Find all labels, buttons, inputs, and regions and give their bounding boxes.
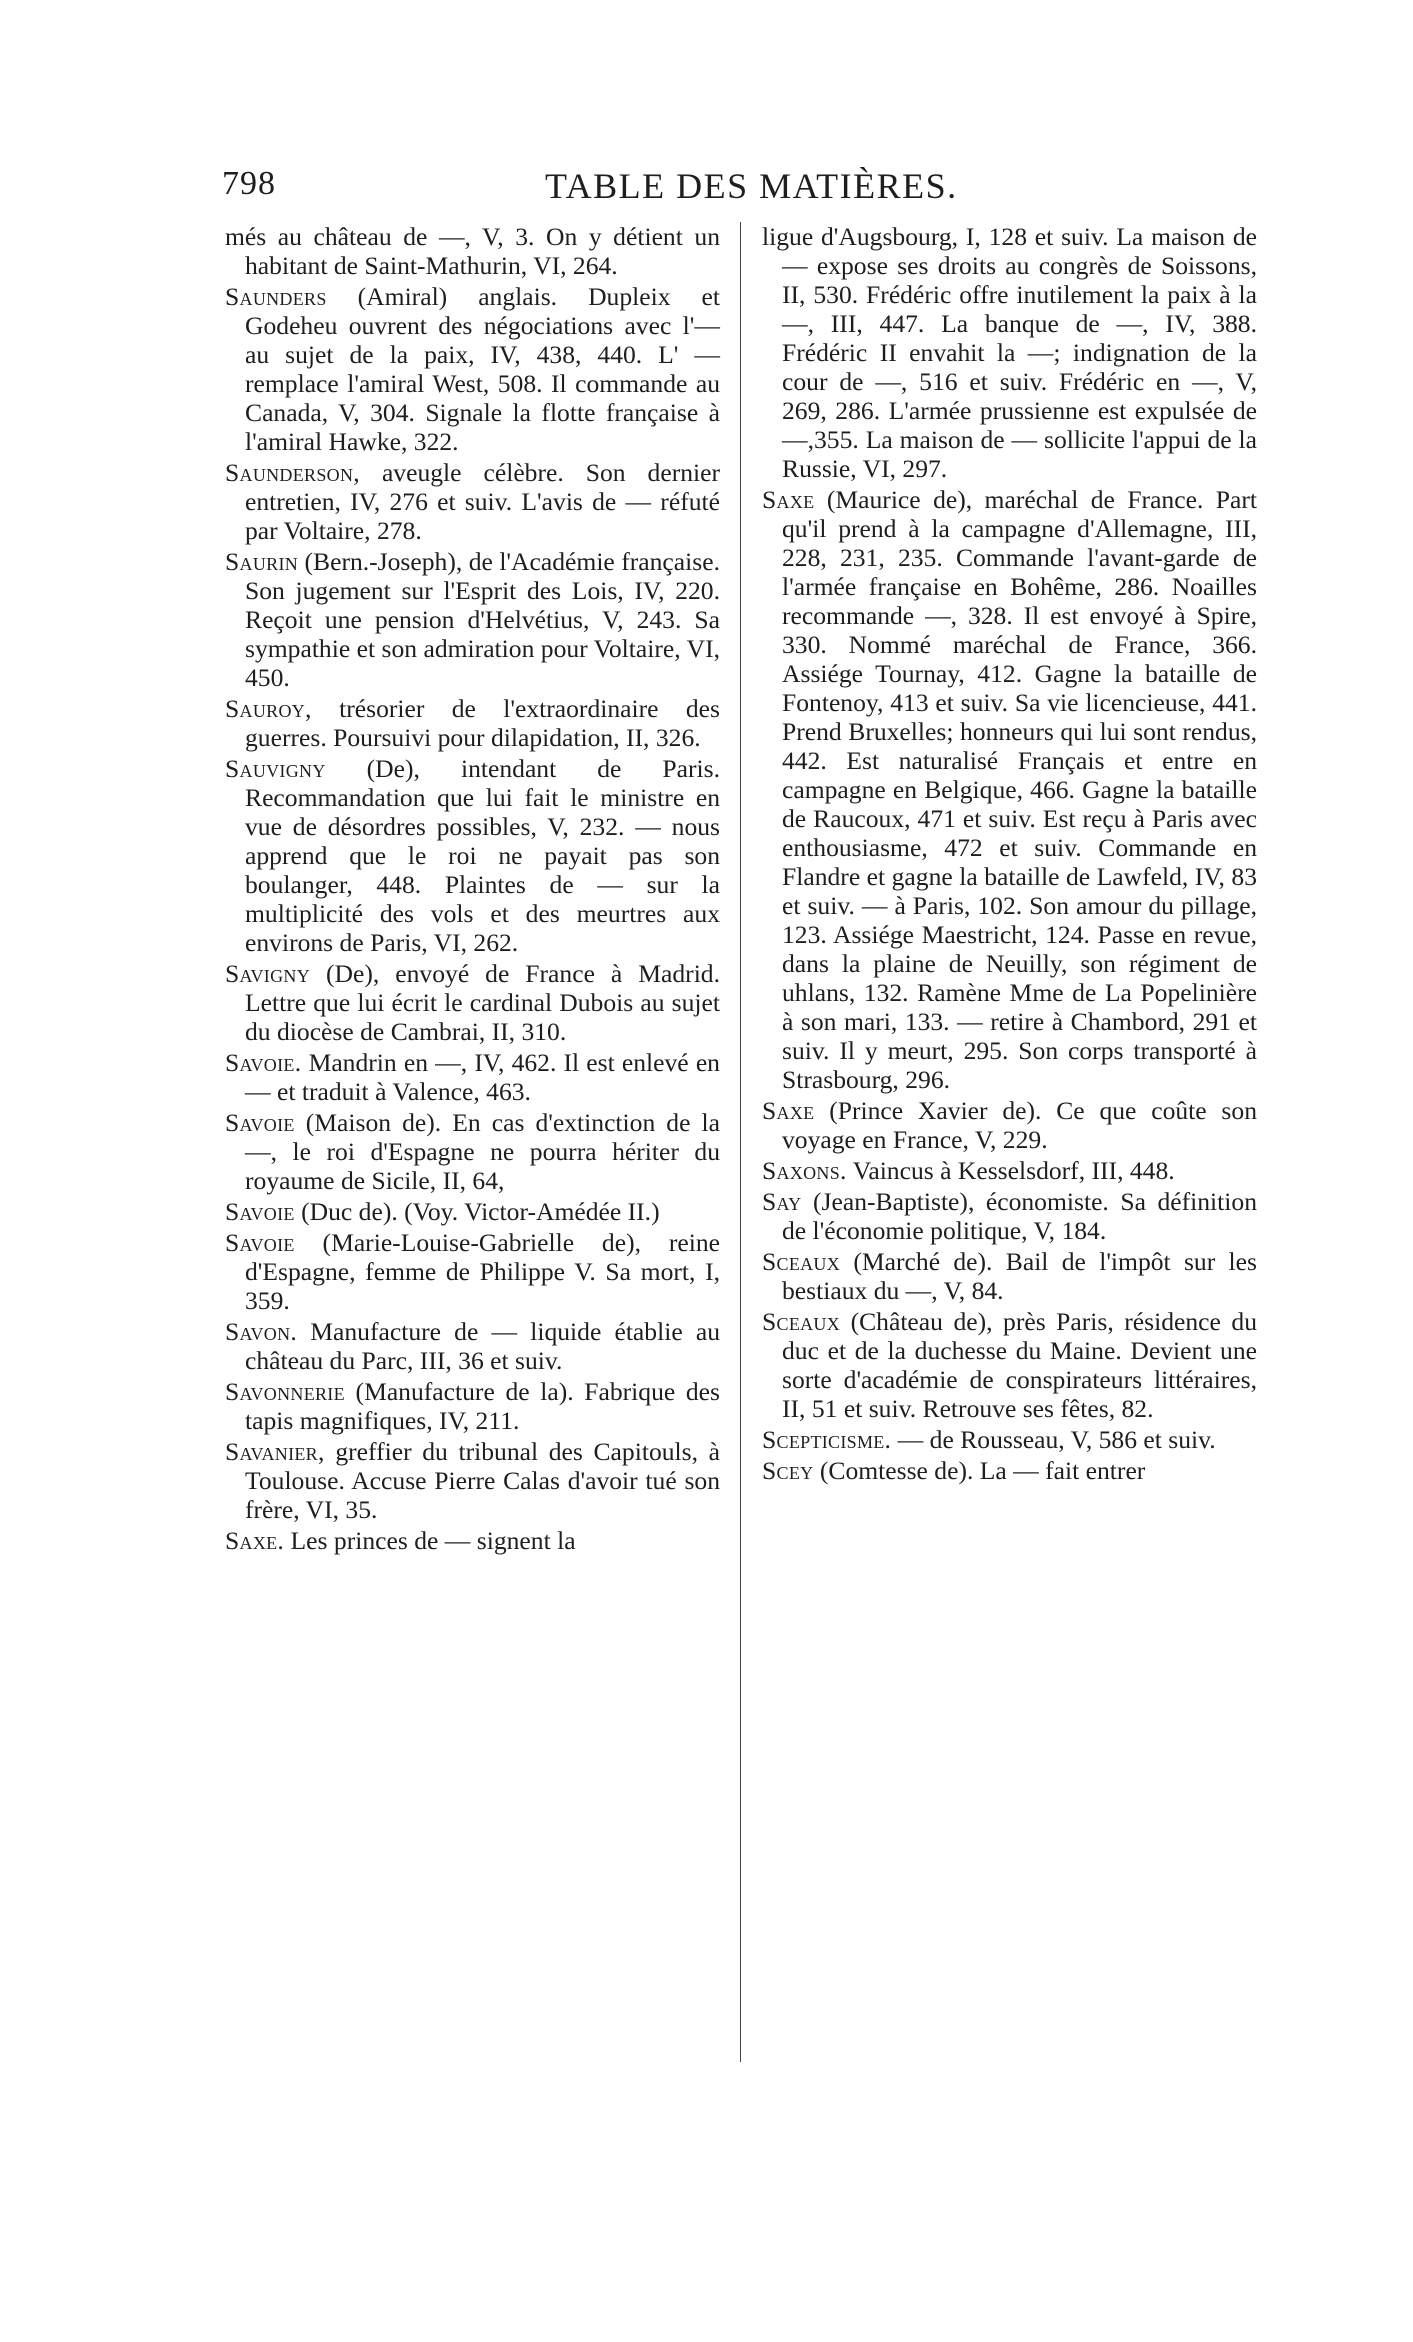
entry-headword: Savonnerie <box>225 1377 345 1406</box>
entry-text: (Maison de). En cas d'extinction de la —, le roi d'Espagne ne pourra hériter du royaume de Sicile, II, 64, <box>245 1108 720 1195</box>
entry-text: (Maurice de), maréchal de France. Part qu'il prend à la campagne d'Allemagne, III, 228, 231, 235. Commande l'avant-garde de l'armée française en Bohême, 286. Noailles recommande —, 328. Il est envoyé à Spire, 330. Nommé maréchal de France, 366. Assiége Tournay, 412. Gagne la bataille de Fontenoy, 413 et suiv. Sa vie licencieuse, 441. Prend Bruxelles; honneurs qui lui sont rendus, 442. Est naturalisé Français et entre en campagne en Belgique, 466. Gagne la bataille de Raucoux, 471 et suiv. Est reçu à Paris avec enthousiasme, 472 et suiv. Commande en Flandre et gagne la bataille de Lawfeld, IV, 83 et suiv. — à Paris, 102. Son amour du pillage, 123. Assiége Maestricht, 124. Passe en revue, dans la plaine de Neuilly, son régiment de uhlans, 132. Ramène Mme de La Popelinière à son mari, 133. — retire à Chambord, 291 et suiv. Il y meurt, 295. Son corps transporté à Strasbourg, 296. <box>782 485 1257 1094</box>
column-divider <box>740 222 741 2062</box>
entry-headword: Sauvigny <box>225 754 326 783</box>
entry-text: — de Rousseau, V, 586 et suiv. <box>897 1425 1216 1454</box>
entry-headword: Saunderson, <box>225 458 360 487</box>
index-entry <box>225 1437 720 1524</box>
entry-headword: Saurin <box>225 547 299 576</box>
entry-headword: Scey <box>762 1456 814 1485</box>
entry-text: (Amiral) anglais. Dupleix et Godeheu ouvrent des négociations avec l'— au sujet de la paix, IV, 438, 440. L' — remplace l'amiral West, 508. Il commande au Canada, V, 304. Signale la flotte française à l'amiral Hawke, 322. <box>245 282 720 456</box>
entry-headword: Say <box>762 1187 802 1216</box>
entry-text: Manufacture de — liquide établie au château du Parc, III, 36 et suiv. <box>245 1317 720 1375</box>
entry-text: (Marie-Louise-Gabrielle de), reine d'Espagne, femme de Philippe V. Sa mort, I, 359. <box>245 1228 720 1315</box>
running-title: TABLE DES MATIÈRES. <box>545 166 958 206</box>
entry-text: (Duc de). (Voy. Victor-Amédée II.) <box>301 1197 660 1226</box>
entry-headword: Saxe <box>762 485 815 514</box>
entry-text: (Bern.-Joseph), de l'Académie française. Son jugement sur l'Esprit des Lois, IV, 220. Reçoit une pension d'Helvétius, V, 243. Sa sympathie et son admiration pour Voltaire, VI, 450. <box>245 547 720 692</box>
index-entry <box>762 1156 1257 1185</box>
entry-text: Les princes de — signent la <box>290 1526 576 1555</box>
index-entry <box>762 1425 1257 1454</box>
index-entry <box>225 959 720 1046</box>
entry-headword: Savigny <box>225 959 311 988</box>
entry-text: aveugle célèbre. Son dernier entretien, IV, 276 et suiv. L'avis de — réfuté par Voltaire, 278. <box>245 458 721 545</box>
entry-headword: Saxe. <box>225 1526 285 1555</box>
entry-text: (De), intendant de Paris. Recommandation que lui fait le ministre en vue de désordres possibles, V, 232. — nous apprend que le roi ne payait pas son boulanger, 448. Plaintes de — sur la multiplicité des vols et des meurtres aux environs de Paris, VI, 262. <box>245 754 720 957</box>
index-entry <box>762 1096 1257 1154</box>
entry-headword: Savoie <box>225 1228 295 1257</box>
entry-text: (De), envoyé de France à Madrid. Lettre que lui écrit le cardinal Dubois au sujet du diocèse de Cambrai, II, 310. <box>245 959 720 1046</box>
right-column <box>762 222 1257 1487</box>
index-entry <box>225 458 720 545</box>
entry-text: greffier du tribunal des Capitouls, à Toulouse. Accuse Pierre Calas d'avoir tué son frère, VI, 35. <box>245 1437 721 1524</box>
index-entry <box>762 1187 1257 1245</box>
entry-text: (Château de), près Paris, résidence du duc et de la duchesse du Maine. Devient une sorte d'académie de conspirateurs littéraires, II, 51 et suiv. Retrouve ses fêtes, 82. <box>782 1307 1257 1423</box>
entry-text: més au château de —, V, 3. On y détient un habitant de Saint-Mathurin, VI, 264. <box>225 222 720 280</box>
entry-headword: Sauroy, <box>225 694 312 723</box>
entry-headword: Savoie <box>225 1108 295 1137</box>
index-entry <box>762 222 1257 483</box>
page-number: 798 <box>222 165 276 202</box>
index-entry <box>225 222 720 280</box>
index-entry <box>225 1377 720 1435</box>
entry-text: (Manufacture de la). Fabrique des tapis magnifiques, IV, 211. <box>245 1377 720 1435</box>
entry-text: Mandrin en —, IV, 462. Il est enlevé en — et traduit à Valence, 463. <box>245 1048 720 1106</box>
index-entry <box>762 485 1257 1094</box>
entry-text: (Jean-Baptiste), économiste. Sa définition de l'économie politique, V, 184. <box>782 1187 1257 1245</box>
entry-text: (Prince Xavier de). Ce que coûte son voyage en France, V, 229. <box>782 1096 1257 1154</box>
index-entry <box>225 694 720 752</box>
index-entry <box>762 1456 1257 1485</box>
entry-headword: Sceaux <box>762 1247 841 1276</box>
entry-headword: Savon. <box>225 1317 298 1346</box>
index-entry <box>225 1108 720 1195</box>
entry-headword: Sceaux <box>762 1307 841 1336</box>
index-entry <box>225 1228 720 1315</box>
entry-text: (Comtesse de). La — fait entrer <box>819 1456 1146 1485</box>
entry-headword: Saunders <box>225 282 327 311</box>
entry-headword: Savoie. <box>225 1048 302 1077</box>
index-entry <box>762 1247 1257 1305</box>
entry-text: Vaincus à Kesselsdorf, III, 448. <box>852 1156 1175 1185</box>
entry-text: trésorier de l'extraordinaire des guerres. Poursuivi pour dilapidation, II, 326. <box>245 694 720 752</box>
entry-text: ligue d'Augsbourg, I, 128 et suiv. La maison de — expose ses droits au congrès de Soissons, II, 530. Frédéric offre inutilement la paix à la —, III, 447. La banque de —, IV, 388. Frédéric II envahit la —; indignation de la cour de —, 516 et suiv. Frédéric en —, V, 269, 286. L'armée prussienne est expulsée de —,355. La maison de — sollicite l'appui de la Russie, VI, 297. <box>762 222 1257 483</box>
index-entry <box>225 1317 720 1375</box>
page-header <box>0 165 1413 205</box>
entry-headword: Scepticisme. <box>762 1425 892 1454</box>
entry-headword: Saxons. <box>762 1156 847 1185</box>
entry-headword: Saxe <box>762 1096 815 1125</box>
index-entry <box>225 754 720 957</box>
entry-text: (Marché de). Bail de l'impôt sur les bestiaux du —, V, 84. <box>782 1247 1257 1305</box>
entry-headword: Savoie <box>225 1197 295 1226</box>
index-entry <box>225 1197 720 1226</box>
entry-headword: Savanier, <box>225 1437 325 1466</box>
left-column <box>225 222 720 1557</box>
index-entry <box>225 547 720 692</box>
index-entry <box>762 1307 1257 1423</box>
index-entry <box>225 1048 720 1106</box>
index-entry <box>225 282 720 456</box>
index-entry <box>225 1526 720 1555</box>
